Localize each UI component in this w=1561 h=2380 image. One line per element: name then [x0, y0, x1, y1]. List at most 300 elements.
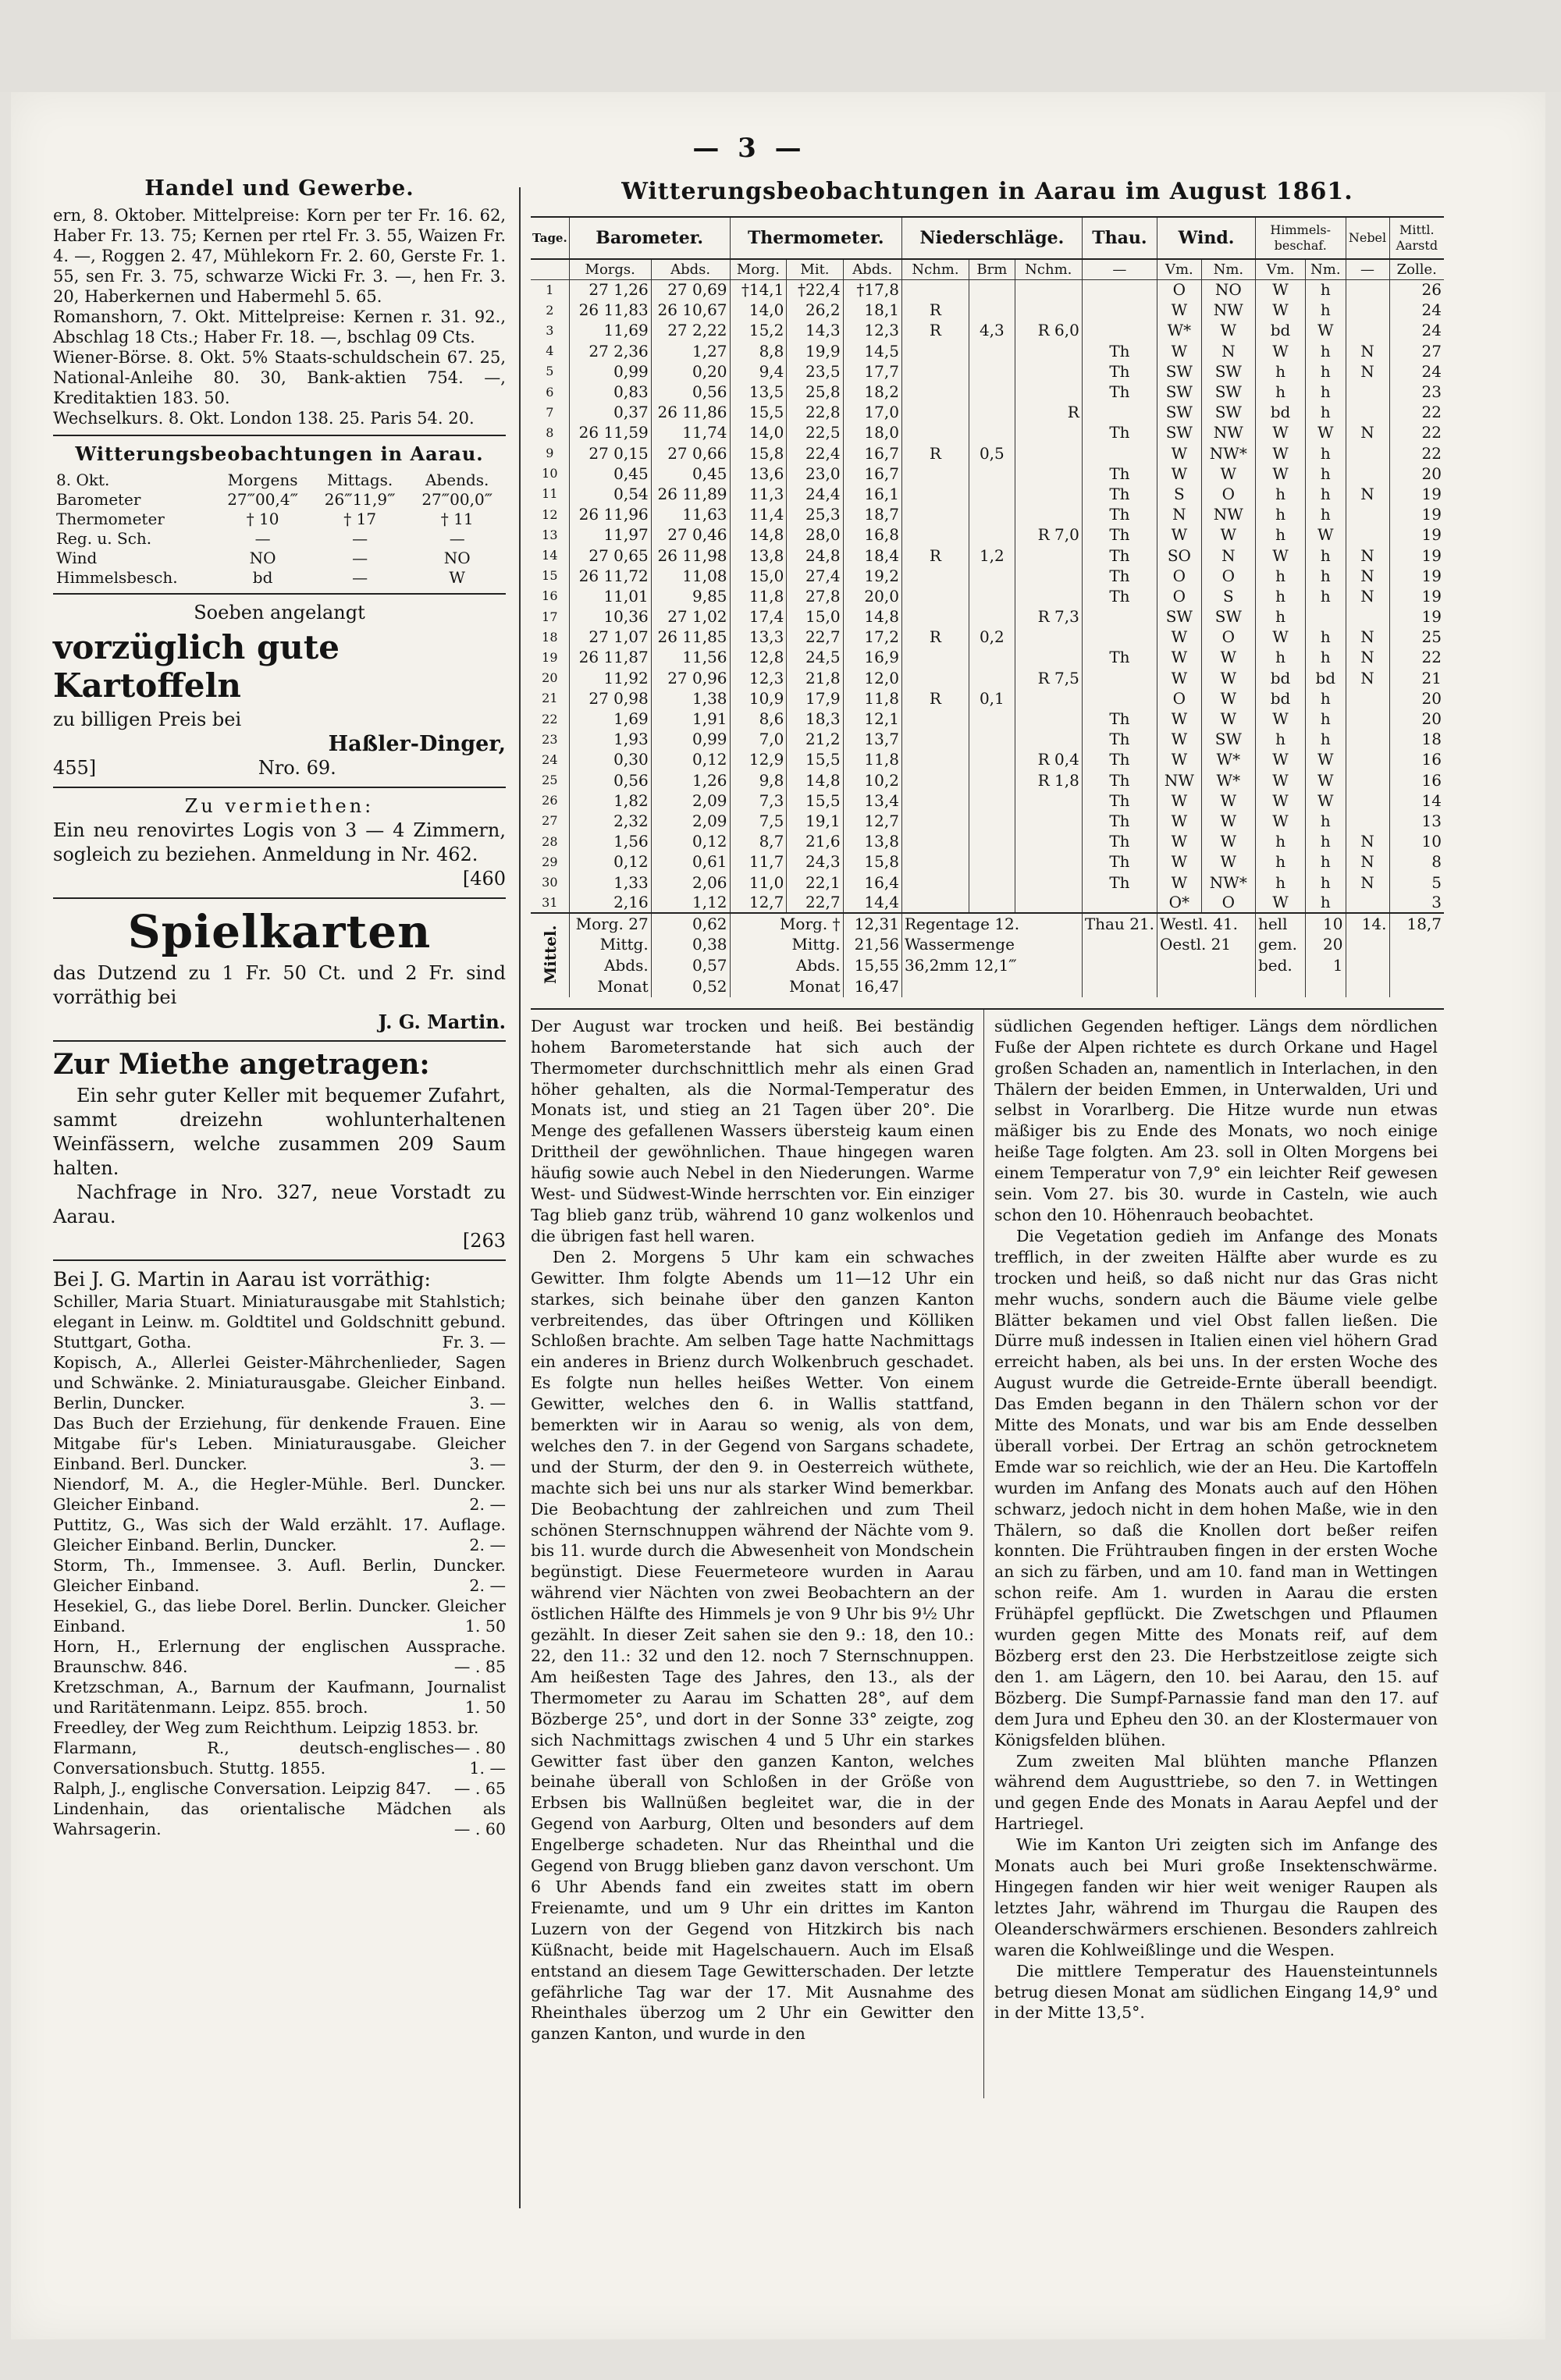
- day-cell: 13,4: [843, 790, 901, 811]
- day-cell: Th: [1082, 422, 1157, 442]
- day-cell: h: [1306, 831, 1346, 851]
- day-cell: W: [1157, 464, 1202, 484]
- day-cell: [901, 524, 969, 545]
- day-cell: 1,12: [651, 893, 730, 913]
- day-cell: [1346, 688, 1389, 709]
- mittel-cell: [1389, 976, 1444, 997]
- subheader-cell: [531, 259, 569, 279]
- day-cell: [1015, 341, 1082, 361]
- day-cell: 0,54: [569, 484, 651, 504]
- day-cell: 23,0: [787, 464, 843, 484]
- day-cell: [1082, 443, 1157, 464]
- day-cell: [1015, 443, 1082, 464]
- day-cell: 0,12: [651, 749, 730, 769]
- book-entry: [53, 1596, 506, 1636]
- day-cell: SW: [1157, 402, 1202, 422]
- day-cell: R: [901, 688, 969, 709]
- day-cell: 26 11,72: [569, 566, 651, 586]
- mittel-row: [531, 913, 1444, 934]
- day-cell: 9: [546, 446, 554, 461]
- day-cell: 16,1: [843, 484, 901, 504]
- weather-small-row: [53, 528, 506, 548]
- col-header-barometer: Barometer.: [569, 217, 730, 259]
- day-cell: 15,5: [787, 749, 843, 769]
- cell: † 10: [246, 509, 279, 528]
- day-cell: 11,3: [730, 484, 787, 504]
- day-cell: [1015, 484, 1082, 504]
- day-cell: R: [901, 300, 969, 320]
- day-cell: [901, 749, 969, 769]
- mittel-cell: [1082, 955, 1157, 976]
- day-cell: [1346, 320, 1389, 340]
- day-cell: W: [1306, 524, 1346, 545]
- day-cell: h: [1306, 464, 1346, 484]
- mittel-cell: 10: [1306, 913, 1346, 934]
- book-entry: [53, 1677, 506, 1718]
- day-cell: [1306, 606, 1346, 627]
- day-cell: h: [1255, 484, 1305, 504]
- day-cell: 26,2: [787, 300, 843, 320]
- day-cell: 19: [1389, 586, 1444, 606]
- day-cell: 22,1: [787, 872, 843, 892]
- kartoffeln-ref: 455]: [53, 757, 97, 779]
- mittel-cell: [1157, 955, 1256, 976]
- day-cell: [969, 484, 1015, 504]
- day-cell: W: [1157, 729, 1202, 749]
- day-cell: 21,6: [787, 831, 843, 851]
- day-cell: [1015, 504, 1082, 524]
- day-cell: 25,8: [787, 382, 843, 402]
- subheader-cell: —: [1346, 259, 1389, 279]
- day-cell: 18: [542, 629, 558, 645]
- cell: 8. Okt.: [56, 470, 110, 489]
- day-cell: [1015, 688, 1082, 709]
- day-cell: [1346, 811, 1389, 831]
- day-cell: SW: [1201, 606, 1255, 627]
- day-cell: h: [1306, 402, 1346, 422]
- day-cell: 13: [542, 527, 558, 542]
- weather-small-row: [53, 489, 506, 509]
- cell: Wind: [56, 548, 98, 567]
- day-cell: 0,20: [651, 361, 730, 382]
- day-cell: O: [1157, 279, 1202, 300]
- mittel-cell: hell: [1255, 913, 1305, 934]
- day-cell: 24: [1389, 300, 1444, 320]
- mittel-cell: 15,55: [843, 955, 901, 976]
- day-cell: 0,45: [569, 464, 651, 484]
- cell: —: [352, 567, 368, 587]
- day-cell: 14,5: [843, 341, 901, 361]
- report-paragraph: Den 2. Morgens 5 Uhr kam ein schwaches Gewitter. Ihm folgte Abends um 11—12 Uhr ein starkes, sich beinahe über den ganzen Kanton verbreitendes, das über Oftringen und Kölliken Schloßen brachte. Am selben Tage hatte Nachmittags ein anderes in Brienz durch Wolkenbruch geschadet. Es folgte nun helles heißes Wetter. Von einem Gewitter, welches den 6. in Wallis stattfand, bemerkten wir in Aarau so wenig, als von dem, welches den 7. in der Gegend von Sargans schadete, und der Sturm, der den 9. in Oesterreich wüthete, machte sich bei uns nur als starker Wind bemerkbar. Die Beobachtung der zahlreichen und zum Theil schönen Sternschnuppen während der Nächte vom 9. bis 11. wurde durch die Abwesenheit von Mondschein begünstigt. Diese Feuermeteore wurden in Aarau während vier Nächten von zwei Beobachtern an der östlichen Hälfte des Himmels je von 9 Uhr bis 9½ Uhr gezählt. In dieser Zeit sahen sie den 9.: 18, den 10.: 22, den 11.: 32 und den 12. noch 7 Sternschnuppen. Am heißesten Tage des Jahres, den 13., als der Thermometer zu Aarau im Schatten 28°, auf dem Bözberge 25°, und dort in der Sonne 33° zeigte, zog sich Nachmittags zwischen 4 und 5 Uhr ein starkes Gewitter fast über den ganzen Kanton, welches beinahe überall von Schloßen in der Größe von Erbsen bis Wallnüßen begleitet war, die in der Gegend von Aarburg, Olten und besonders auf dem Engelberge schadeten. Nur das Rheinthal und die Gegend von Brugg blieben ganz davon verschont. Um 6 Uhr Abends fand ein zweites statt im obern Freienamte, und um 9 Uhr ein drittes im Kanton Luzern von der Gegend von Hitzkirch bis nach Küßnacht, beide mit Hagelschauern. Auch im Elsaß entstand an diesem Tage Gewitterschaden. Der letzte gefährliche Tag war der 17. Mit Ausnahme des Rheinthales überzog um 2 Uhr ein Gewitter den ganzen Kanton, und wurde in den: [531, 1247, 974, 2044]
- day-cell: 13,5: [730, 382, 787, 402]
- day-cell: 15,0: [787, 606, 843, 627]
- day-cell: 20: [542, 670, 558, 686]
- kartoffeln-nro: Nro. 69.: [258, 757, 336, 779]
- mittel-cell: 20: [1306, 934, 1346, 955]
- handel-para-4: Wechselkurs. 8. Okt. London 138. 25. Paris 54. 20.: [53, 409, 475, 428]
- day-cell: 10,36: [569, 606, 651, 627]
- day-cell: [901, 729, 969, 749]
- day-cell: h: [1306, 443, 1346, 464]
- day-cell: 15: [542, 568, 558, 584]
- day-cell: 0,99: [569, 361, 651, 382]
- day-cell: [1346, 382, 1389, 402]
- day-cell: 21: [1389, 668, 1444, 688]
- day-cell: h: [1306, 484, 1346, 504]
- day-cell: [1346, 524, 1389, 545]
- day-cell: 1,33: [569, 872, 651, 892]
- day-cell: W: [1201, 668, 1255, 688]
- day-cell: R 7,3: [1015, 606, 1082, 627]
- day-cell: 1,38: [651, 688, 730, 709]
- day-cell: W*: [1201, 749, 1255, 769]
- day-cell: [969, 566, 1015, 586]
- day-cell: 11: [542, 486, 558, 502]
- day-cell: 0,1: [969, 688, 1015, 709]
- day-cell: SO: [1157, 545, 1202, 565]
- cell: —: [352, 548, 368, 567]
- day-cell: 17,0: [843, 402, 901, 422]
- day-cell: N: [1346, 361, 1389, 382]
- day-cell: 24: [1389, 320, 1444, 340]
- book-price: 3. —: [469, 1455, 506, 1473]
- day-cell: 20: [1389, 688, 1444, 709]
- day-cell: 27,8: [787, 586, 843, 606]
- day-cell: 27: [1389, 341, 1444, 361]
- day-cell: 12,8: [730, 647, 787, 667]
- day-cell: 7,3: [730, 790, 787, 811]
- kartoffeln-ref-line: [53, 756, 506, 780]
- mittel-cell: Abds.: [569, 955, 651, 976]
- mittel-cell: 14.: [1346, 913, 1389, 934]
- day-cell: W: [1201, 851, 1255, 872]
- day-cell: 12,7: [843, 811, 901, 831]
- day-cell: 9,8: [730, 770, 787, 790]
- kartoffeln-seller: Haßler-Dinger,: [328, 732, 506, 756]
- cell: —: [254, 528, 271, 548]
- book-entry: [53, 1778, 506, 1799]
- day-row: [531, 279, 1444, 300]
- day-cell: Th: [1082, 749, 1157, 769]
- day-row: [531, 647, 1444, 667]
- mittel-cell: [1157, 976, 1256, 997]
- day-row: [531, 627, 1444, 647]
- day-cell: Th: [1082, 361, 1157, 382]
- day-cell: 1,93: [569, 729, 651, 749]
- day-cell: [1015, 627, 1082, 647]
- day-cell: 27 0,46: [651, 524, 730, 545]
- day-row: [531, 300, 1444, 320]
- right-column: [531, 173, 1444, 2093]
- page-number: — 3 —: [692, 133, 806, 164]
- day-cell: 0,83: [569, 382, 651, 402]
- book-text: Puttitz, G., Was sich der Wald erzählt. 17. Auflage. Gleicher Einband. Berlin, Duncker.: [53, 1515, 506, 1554]
- day-cell: [901, 586, 969, 606]
- day-cell: [1346, 402, 1389, 422]
- mittel-cell: [1346, 955, 1389, 976]
- day-cell: W: [1306, 749, 1346, 769]
- day-row: [531, 545, 1444, 565]
- day-cell: N: [1346, 872, 1389, 892]
- day-cell: [1346, 790, 1389, 811]
- day-cell: [1082, 668, 1157, 688]
- day-cell: [969, 422, 1015, 442]
- day-cell: W: [1157, 341, 1202, 361]
- mittel-cell: Wassermenge: [901, 934, 1082, 955]
- day-cell: bd: [1255, 402, 1305, 422]
- day-cell: 13,8: [730, 545, 787, 565]
- col-header-aarstand: Mittl. Aarstd: [1389, 217, 1444, 259]
- subheader-cell: Nm.: [1306, 259, 1346, 279]
- day-cell: 12,7: [730, 893, 787, 913]
- day-cell: 26 11,89: [651, 484, 730, 504]
- day-cell: Th: [1082, 770, 1157, 790]
- day-cell: Th: [1082, 729, 1157, 749]
- book-text: Das Buch der Erziehung, für denkende Frauen. Eine Mitgabe für's Leben. Miniaturausgabe. Gleicher Einband. Berl. Duncker.: [53, 1414, 506, 1473]
- day-cell: 1: [546, 282, 554, 297]
- day-cell: 12,3: [843, 320, 901, 340]
- column-rule: [519, 187, 521, 2208]
- day-cell: [969, 831, 1015, 851]
- day-cell: h: [1255, 504, 1305, 524]
- day-cell: W: [1157, 524, 1202, 545]
- day-cell: [969, 361, 1015, 382]
- book-entry: [53, 1413, 506, 1474]
- day-cell: [901, 382, 969, 402]
- day-cell: W: [1255, 545, 1305, 565]
- subheader-cell: Zolle.: [1389, 259, 1444, 279]
- day-cell: 16,8: [843, 524, 901, 545]
- mittel-cell: 16,47: [843, 976, 901, 997]
- divider: [53, 435, 506, 436]
- day-cell: [1082, 627, 1157, 647]
- mittel-cell: 18,7: [1389, 913, 1444, 934]
- day-cell: [969, 606, 1015, 627]
- day-cell: [901, 811, 969, 831]
- day-cell: h: [1306, 566, 1346, 586]
- day-cell: W: [1157, 300, 1202, 320]
- day-cell: 19: [1389, 566, 1444, 586]
- day-cell: W: [1306, 770, 1346, 790]
- day-cell: h: [1306, 545, 1346, 565]
- weather-small-row: [53, 509, 506, 528]
- day-cell: O*: [1157, 893, 1202, 913]
- day-row: [531, 341, 1444, 361]
- day-cell: 27 2,22: [651, 320, 730, 340]
- day-row: [531, 851, 1444, 872]
- day-cell: W: [1201, 464, 1255, 484]
- mittel-row: [531, 976, 1444, 997]
- day-cell: [1346, 893, 1389, 913]
- day-cell: 11,8: [843, 749, 901, 769]
- day-cell: R 0,4: [1015, 749, 1082, 769]
- day-cell: 22,4: [787, 443, 843, 464]
- day-cell: 23,5: [787, 361, 843, 382]
- day-cell: 11,74: [651, 422, 730, 442]
- day-row: [531, 872, 1444, 892]
- report-paragraph: südlichen Gegenden heftiger. Längs dem nördlichen Fuße der Alpen richtete es durch Orkane und Hagel großen Schaden an, namentlich in Interlachen, in den Thälern der beiden Emmen, in Unterwalden, Uri und selbst in Vorarlberg. Die Hitze wurde nun etwas mäßiger bis zu Ende des Monats, wo noch einige heiße Tage folgten. Am 23. soll in Olten Morgens bei einem Temperatur von 7,9° ein leichter Reif gewesen sein. Vom 27. bis 30. wurde in Casteln, wie auch schon den 10. Höhenrauch beobachtet.: [994, 1016, 1438, 1224]
- day-cell: [969, 811, 1015, 831]
- day-cell: 28: [542, 833, 558, 849]
- cell: bd: [252, 567, 273, 587]
- spielkarten-seller: J. G. Martin.: [378, 1011, 506, 1033]
- day-cell: [1346, 606, 1389, 627]
- day-cell: h: [1255, 586, 1305, 606]
- mittel-row: [531, 934, 1444, 955]
- day-cell: 21,8: [787, 668, 843, 688]
- day-cell: 5: [546, 364, 554, 379]
- day-cell: 26 11,83: [569, 300, 651, 320]
- day-cell: [969, 504, 1015, 524]
- day-cell: 27 0,96: [651, 668, 730, 688]
- mittel-cell: 1: [1306, 955, 1346, 976]
- day-cell: [1346, 464, 1389, 484]
- day-cell: 26 11,87: [569, 647, 651, 667]
- day-cell: [1015, 361, 1082, 382]
- report-column-1: [531, 1016, 974, 2044]
- subheader-cell: Nchm.: [901, 259, 969, 279]
- day-cell: h: [1306, 382, 1346, 402]
- day-cell: [969, 851, 1015, 872]
- cell: NO: [443, 548, 471, 567]
- day-cell: [1346, 770, 1389, 790]
- mittel-cell: Regentage 12.: [901, 913, 1082, 934]
- subheader-cell: Morgs.: [569, 259, 651, 279]
- day-cell: 2,09: [651, 811, 730, 831]
- day-cell: W: [1157, 668, 1202, 688]
- day-cell: W: [1157, 790, 1202, 811]
- day-cell: O: [1201, 893, 1255, 913]
- day-cell: 12: [542, 506, 558, 522]
- subheader-cell: —: [1082, 259, 1157, 279]
- day-cell: 13,8: [843, 831, 901, 851]
- day-cell: 14,8: [787, 770, 843, 790]
- day-cell: 19: [1389, 606, 1444, 627]
- day-cell: Th: [1082, 811, 1157, 831]
- day-cell: 24,4: [787, 484, 843, 504]
- day-cell: [1015, 729, 1082, 749]
- mittel-cell: 0,38: [651, 934, 730, 955]
- handel-para-2: Romanshorn, 7. Okt. Mittelpreise: Kernen r. 31. 92., Abschlag 18 Cts.; Haber Fr. 18. —, bschlag 09 Cts.: [53, 307, 506, 346]
- day-cell: [1015, 709, 1082, 729]
- day-cell: [969, 300, 1015, 320]
- day-cell: 18,0: [843, 422, 901, 442]
- day-cell: 22: [542, 711, 558, 726]
- mittel-cell: [1346, 976, 1389, 997]
- day-cell: 1,27: [651, 341, 730, 361]
- day-cell: [969, 749, 1015, 769]
- mittel-cell: 36,2mm 12,1‴: [901, 955, 1082, 976]
- mittel-cell: [1346, 934, 1389, 955]
- day-cell: [901, 402, 969, 422]
- day-cell: 14: [1389, 790, 1444, 811]
- day-cell: 27 1,07: [569, 627, 651, 647]
- day-cell: O: [1201, 566, 1255, 586]
- day-cell: [969, 872, 1015, 892]
- day-cell: 26 11,86: [651, 402, 730, 422]
- day-cell: 0,12: [651, 831, 730, 851]
- day-cell: W: [1255, 443, 1305, 464]
- book-price: 2. —: [469, 1495, 506, 1514]
- day-cell: R 7,5: [1015, 668, 1082, 688]
- cell: † 17: [343, 509, 377, 528]
- day-cell: W: [1255, 341, 1305, 361]
- vermiethen-title: Zu vermiethen:: [184, 795, 375, 817]
- day-cell: 25: [1389, 627, 1444, 647]
- day-cell: [1015, 566, 1082, 586]
- day-cell: 19: [1389, 504, 1444, 524]
- day-cell: W: [1255, 749, 1305, 769]
- day-cell: 11,8: [730, 586, 787, 606]
- day-cell: h: [1306, 504, 1346, 524]
- day-row: [531, 524, 1444, 545]
- day-cell: 24,3: [787, 851, 843, 872]
- cell: NO: [249, 548, 276, 567]
- day-cell: [901, 647, 969, 667]
- day-cell: W: [1157, 443, 1202, 464]
- day-cell: h: [1306, 279, 1346, 300]
- day-cell: W: [1157, 627, 1202, 647]
- day-cell: [1015, 811, 1082, 831]
- day-row: [531, 729, 1444, 749]
- miethe-ref: [263: [462, 1230, 506, 1252]
- day-cell: 22,7: [787, 893, 843, 913]
- day-cell: [969, 382, 1015, 402]
- handel-para-3: Wiener-Börse. 8. Okt. 5% Staats-schuldschein 67. 25, National-Anleihe 80. 30, Bank-aktien 754. —, Kreditaktien 183. 50.: [53, 348, 506, 407]
- book-entry: [53, 1555, 506, 1596]
- day-cell: N: [1346, 851, 1389, 872]
- book-text: Horn, H., Erlernung der englischen Aussprache. Braunschw. 846.: [53, 1637, 506, 1676]
- day-cell: N: [1346, 484, 1389, 504]
- day-cell: [1015, 831, 1082, 851]
- day-cell: 6: [546, 384, 554, 400]
- subheader-cell: Vm.: [1157, 259, 1202, 279]
- book-text: Freedley, der Weg zum Reichthum. Leipzig 1853. br.: [53, 1718, 479, 1737]
- day-cell: h: [1306, 688, 1346, 709]
- day-cell: 27 1,02: [651, 606, 730, 627]
- day-cell: h: [1255, 524, 1305, 545]
- day-cell: h: [1255, 872, 1305, 892]
- day-cell: W: [1157, 831, 1202, 851]
- day-cell: W: [1157, 647, 1202, 667]
- day-cell: N: [1346, 647, 1389, 667]
- day-cell: h: [1255, 851, 1305, 872]
- day-cell: Th: [1082, 709, 1157, 729]
- day-cell: 13,3: [730, 627, 787, 647]
- day-cell: h: [1306, 811, 1346, 831]
- subheader-cell: Abds.: [843, 259, 901, 279]
- day-cell: [901, 484, 969, 504]
- day-cell: 10: [542, 466, 558, 481]
- book-price: Fr. 3. —: [442, 1333, 506, 1352]
- day-cell: 11,08: [651, 566, 730, 586]
- day-cell: 14,4: [843, 893, 901, 913]
- day-cell: 28,0: [787, 524, 843, 545]
- day-cell: W: [1255, 790, 1305, 811]
- book-price: 3. —: [469, 1394, 506, 1412]
- day-cell: 30: [542, 875, 558, 890]
- mittel-cell: 0,57: [651, 955, 730, 976]
- book-text: Storm, Th., Immensee. 3. Aufl. Berlin, Duncker. Gleicher Einband.: [53, 1556, 506, 1595]
- day-cell: 11,63: [651, 504, 730, 524]
- day-cell: 11,8: [843, 688, 901, 709]
- day-cell: W: [1157, 851, 1202, 872]
- day-cell: 8,8: [730, 341, 787, 361]
- book-text: Ralph, J., englische Conversation. Leipzig 847.: [53, 1779, 432, 1798]
- weather-table-body: [531, 259, 1444, 997]
- day-cell: 19,2: [843, 566, 901, 586]
- day-cell: 17,4: [730, 606, 787, 627]
